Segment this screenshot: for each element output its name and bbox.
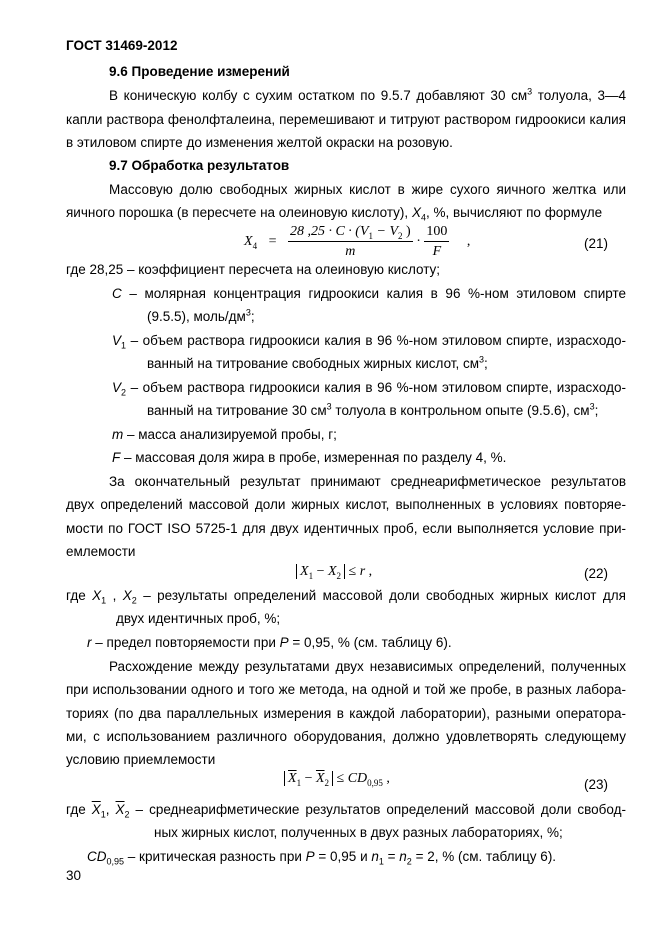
paragraph-line: в этиловом спирте до изменения желтой окраски на розовую. [66,135,453,150]
formula-22: $X_1 - X_2 \le r$ , [296,564,372,580]
formula-23: $\overline{X}_1 - \overline{X}_2 \le CD_{0,95}$ , [284,771,390,787]
where-item-v1: $V_1$ – объем раствора гидроокиси калия в 96 %-ном этиловом спирте, израсходо- [112,333,626,351]
paragraph-line: ми, с использованием различного оборудования, должно удовлетворять следующему [66,729,626,744]
paragraph-line: Массовую долю свободных жирных кислот в жире сухого яичного желтка или [109,182,626,197]
paragraph-line: условию приемлемости [66,752,216,767]
paragraph-line: мости по ГОСТ ISO 5725-1 для двух идентичных проб, если выполняется условие при- [66,521,626,536]
section-heading-9-7: 9.7 Обработка результатов [109,158,290,173]
section-heading-9-6: 9.6 Проведение измерений [109,64,290,79]
paragraph-line: емлемости [66,544,136,559]
formula-21-main-fraction: $\frac{28 ,25 \cdot C \cdot (V_1 - V_2 )}{m}$ [289,224,411,259]
paragraph-line: капли раствора фенолфталеина, перемешивают и титруют раствором гидроокиси калия [66,112,626,127]
document-id-header: ГОСТ 31469-2012 [66,38,178,53]
equation-number-21: (21) [584,236,609,251]
paragraph-line: ториях (по два параллельных измерения в каждой лаборатории), разными оператора- [66,706,626,721]
where-item-c-cont: (9.5.5), моль/$дм^3$; [147,307,255,324]
where-item-f: F – массовая доля жира в пробе, измеренная по разделу 4, %. [112,450,507,465]
where-line-cont: двух идентичных проб, %; [116,611,281,626]
page-number: 30 [66,868,82,883]
paragraph-line: Расхождение между результатами двух независимых определений, полученных [109,659,626,674]
where-item-v1-cont: ванный на титрование свободных жирных кислот, $см^3$; [147,354,488,371]
paragraph-line: при использовании одного и того же метода, на одной и той же пробе, в разных лабора- [66,682,626,697]
paragraph-line: двух определений массовой доли жирных кислот, выполненных в условиях повторяе- [66,497,626,512]
where-line-cont: ных жирных кислот, полученных в двух разных лабораториях, %; [154,825,563,840]
where-item-m: m – масса анализируемой пробы, г; [112,427,337,442]
where-line: где $\overline{X}_1$, $\overline{X}_2$ – среднеарифметические результатов определений массовой доли свобод- [66,802,626,820]
where-line: где $X_1$ , $X_2$ – результаты определений массовой доли свободных жирных кислот для [66,588,626,606]
paragraph-line: яичного порошка (в пересчете на олеиновую кислоту), $X_4$, %, вычисляют по формуле [66,205,603,223]
where-line: где 28,25 – коэффициент пересчета на олеиновую кислоту; [66,262,441,277]
equation-number-22: (22) [584,566,609,581]
where-item-cd: $CD_{0,95}$ – критическая разность при P = 0,95 и $n_1 = n_2 = 2$, % (см. таблицу 6). [87,849,557,867]
where-item-v2: $V_2$ – объем раствора гидроокиси калия в 96 %-ном этиловом спирте, израсходо- [112,380,626,398]
where-item-v2-cont: ванный на титрование 30 $см^3$ толуола в контрольном опыте (9.5.6), $см^3$; [147,401,599,418]
equation-number-23: (23) [584,777,609,792]
formula-21: $X_4$ = $\frac{28 ,25 \cdot C \cdot (V_1 - V_2 )}{m}$ · $\frac{100}{F}$ , [244,224,471,259]
where-item-c: C – молярная концентрация гидроокиси калия в 96 %-ном этиловом спирте [112,286,626,301]
paragraph-line: В коническую колбу с сухим остатком по 9.5.7 добавляют 30 $см^3$ толуола, 3—4 [109,86,626,103]
formula-21-second-fraction: $\frac{100}{F}$ [426,224,448,259]
where-item-r: r – предел повторяемости при P = 0,95, % (см. таблицу 6). [87,635,452,650]
paragraph-line: За окончательный результат принимают среднеарифметическое результатов [109,474,626,489]
